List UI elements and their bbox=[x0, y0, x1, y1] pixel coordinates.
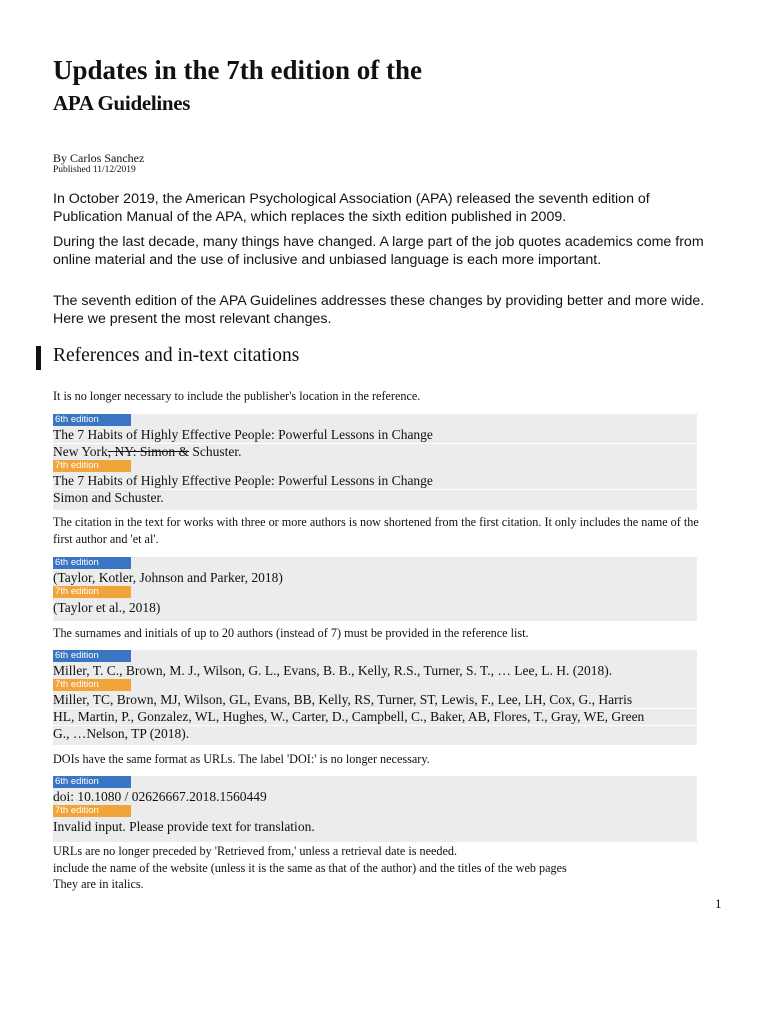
example-line: doi: 10.1080 / 02626667.2018.1560449 bbox=[53, 789, 267, 804]
example-line: The 7 Habits of Highly Effective People: Powerful Lessons in Change bbox=[53, 473, 433, 488]
note-twenty-authors: The surnames and initials of up to 20 authors (instead of 7) must be provided in the reference list. bbox=[53, 626, 529, 640]
tag-7th-edition: 7th edition bbox=[53, 586, 131, 598]
struck-text: , NY: Simon & bbox=[107, 444, 190, 459]
example-line: Miller, TC, Brown, MJ, Wilson, GL, Evans, BB, Kelly, RS, Turner, ST, Lewis, F., Lee, LH, Cox, G., Harris bbox=[53, 692, 633, 707]
example-box-et-al bbox=[53, 557, 697, 621]
page-number: 1 bbox=[715, 896, 722, 911]
example-line: The 7 Habits of Highly Effective People: Powerful Lessons in Change bbox=[53, 427, 433, 442]
intro-paragraph-3: The seventh edition of the APA Guidelines addresses these changes by providing better and more wide. Here we present the most relevant changes. bbox=[53, 293, 705, 327]
note-publisher-location: It is no longer necessary to include the publisher's location in the reference. bbox=[53, 389, 421, 403]
tag-6th-edition: 6th edition bbox=[53, 650, 131, 662]
note-doi-format: DOIs have the same format as URLs. The label 'DOI:' is no longer necessary. bbox=[53, 752, 430, 766]
intro-paragraph-2: During the last decade, many things have changed. A large part of the job quotes academics come from online material and the use of inclusive and unbiased language is each more important. bbox=[53, 234, 704, 268]
tag-7th-edition: 7th edition bbox=[53, 679, 131, 691]
example-line: (Taylor et al., 2018) bbox=[53, 600, 161, 615]
example-line: Invalid input. Please provide text for translation. bbox=[53, 819, 315, 834]
example-line: Simon and Schuster. bbox=[53, 490, 164, 505]
author-byline: By Carlos Sanchez bbox=[53, 151, 145, 165]
example-line: Miller, T. C., Brown, M. J., Wilson, G. L., Evans, B. B., Kelly, R.S., Turner, S. T., … Lee, L. H. (2018). bbox=[53, 663, 613, 678]
example-line: G., …Nelson, TP (2018). bbox=[53, 726, 190, 741]
example-box-doi bbox=[53, 776, 697, 842]
text-segment: Schuster. bbox=[189, 444, 242, 459]
note-urls-line-2: include the name of the website (unless it is the same as that of the author) and the titles of the web pages bbox=[53, 861, 567, 875]
tag-6th-edition: 6th edition bbox=[53, 557, 131, 569]
tag-6th-edition: 6th edition bbox=[53, 414, 131, 426]
tag-7th-edition: 7th edition bbox=[53, 460, 131, 472]
section-heading: References and in-text citations bbox=[53, 345, 300, 366]
text-segment: New York bbox=[53, 444, 108, 459]
tag-7th-edition: 7th edition bbox=[53, 805, 131, 817]
example-box-authors bbox=[53, 650, 697, 745]
note-urls-line-3: They are in italics. bbox=[53, 877, 144, 891]
note-urls-line-1: URLs are no longer preceded by 'Retrieved from,' unless a retrieval date is needed. bbox=[53, 844, 458, 858]
page-subtitle: APA Guidelines bbox=[53, 91, 191, 115]
example-box-publisher bbox=[53, 414, 697, 510]
section-marker bbox=[36, 346, 41, 370]
example-line: (Taylor, Kotler, Johnson and Parker, 2018) bbox=[53, 570, 283, 585]
tag-6th-edition: 6th edition bbox=[53, 776, 131, 788]
example-line bbox=[53, 443, 693, 460]
example-line: HL, Martin, P., Gonzalez, WL, Hughes, W., Carter, D., Campbell, C., Baker, AB, Flores, T., Gray, WE, Green bbox=[53, 709, 645, 724]
page-title: Updates in the 7th edition of the bbox=[53, 55, 423, 85]
intro-paragraph-1: In October 2019, the American Psychological Association (APA) released the seventh edition of Publication Manual of the APA, which replaces the sixth edition published in 2009. bbox=[53, 191, 650, 225]
note-et-al: The citation in the text for works with three or more authors is now shortened from the first citation. It only includes the name of the first author and 'et al'. bbox=[53, 515, 699, 546]
published-date: Published 11/12/2019 bbox=[53, 165, 136, 175]
